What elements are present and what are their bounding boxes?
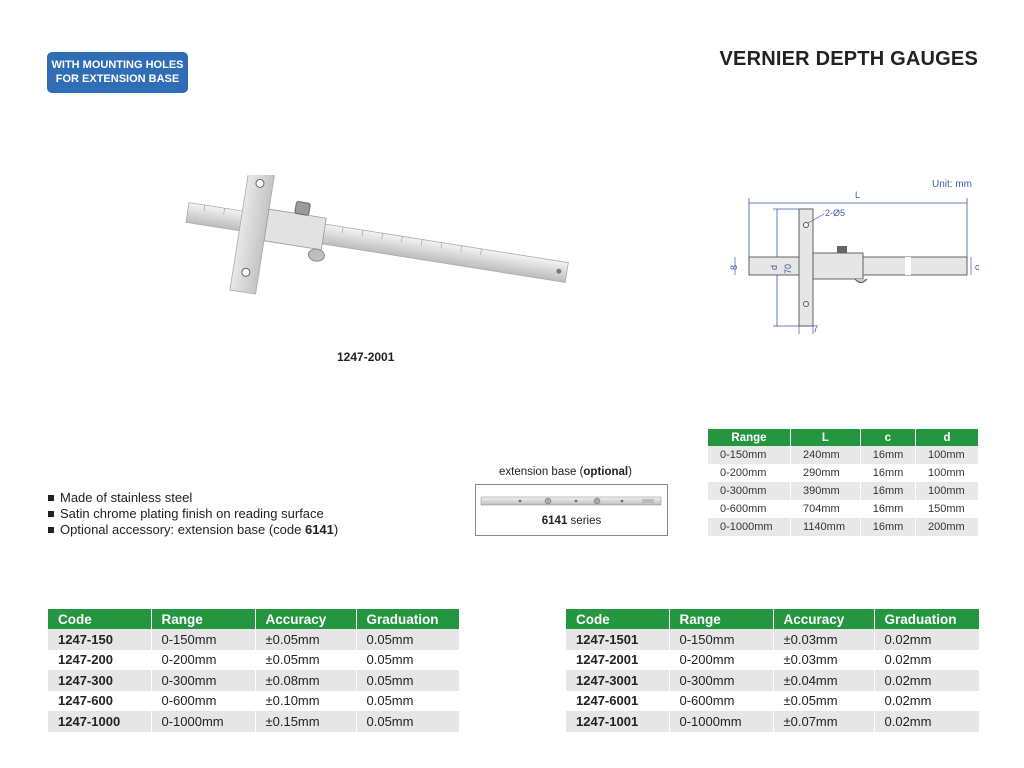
dim-cell: 100mm [915,464,978,482]
spec-cell-code: 1247-600 [48,691,151,712]
spec-header-code: Code [48,609,151,629]
spec-table-005 [48,609,460,732]
extension-label-optional: optional [583,466,629,478]
extension-base-image [476,485,667,515]
spec-cell: 0.02mm [874,691,980,712]
dim-cell: 200mm [915,518,978,536]
spec-cell: 0.02mm [874,711,980,732]
spec-cell: ±0.10mm [255,691,356,712]
diagram-label-L: L [855,190,861,200]
feature-item: Satin chrome plating finish on reading surface [48,506,338,522]
spec-cell-code: 1247-3001 [566,670,669,691]
spec-cell: ±0.03mm [773,650,874,671]
feature-item [48,522,338,538]
dim-cell: 16mm [860,464,915,482]
extension-label-suffix: ) [628,466,632,478]
dim-cell: 390mm [791,482,861,500]
dim-header-L: L [791,429,861,446]
spec-cell: ±0.05mm [255,629,356,650]
extension-base-label [499,466,632,478]
dim-cell: 0-600mm [708,500,791,518]
feature-item: Made of stainless steel [48,490,338,506]
spec-cell-code: 1247-6001 [566,691,669,712]
spec-cell: 0-150mm [151,629,255,650]
dim-cell: 16mm [860,482,915,500]
spec-cell-code: 1247-1000 [48,711,151,732]
dim-cell: 0-1000mm [708,518,791,536]
dim-cell: 100mm [915,482,978,500]
table-row [48,670,460,691]
spec-cell-code: 1247-300 [48,670,151,691]
spec-cell: ±0.05mm [255,650,356,671]
spec-cell: ±0.08mm [255,670,356,691]
table-row [566,670,980,691]
diagram-label-8: 8 [729,264,739,270]
extension-caption-code: 6141 [541,515,568,527]
dim-cell: 290mm [791,464,861,482]
dim-cell: 16mm [860,518,915,536]
table-row [708,446,979,464]
spec-cell: 0-1000mm [151,711,255,732]
feature-item-suffix: ) [333,522,339,537]
table-row [708,500,979,518]
dim-header-range: Range [708,429,791,446]
spec-cell: ±0.04mm [773,670,874,691]
spec-cell: ±0.15mm [255,711,356,732]
spec-cell: 0-600mm [669,691,773,712]
extension-label-text: extension base ( [499,466,584,478]
spec-cell: 0.05mm [356,650,460,671]
diagram-label-70: 70 [783,263,793,274]
dimension-diagram [727,176,982,336]
spec-cell: ±0.05mm [773,691,874,712]
spec-cell: 0-150mm [669,629,773,650]
table-row [48,650,460,671]
spec-cell: 0.02mm [874,629,980,650]
table-row [48,691,460,712]
extension-base-box [475,484,668,536]
spec-header-range: Range [669,609,773,629]
spec-cell: 0.05mm [356,711,460,732]
dim-header-c: c [860,429,915,446]
table-row [708,482,979,500]
spec-cell: ±0.03mm [773,629,874,650]
depth-gauge-product-image [180,175,575,325]
spec-table-002 [566,609,980,732]
spec-cell-code: 1247-150 [48,629,151,650]
spec-cell: 0.05mm [356,670,460,691]
spec-cell: 0-300mm [151,670,255,691]
feature-badge [47,52,188,93]
spec-cell: 0-1000mm [669,711,773,732]
table-row [708,518,979,536]
spec-cell: 0.02mm [874,650,980,671]
dim-cell: 1140mm [791,518,861,536]
badge-line-2: FOR EXTENSION BASE [55,73,180,85]
table-row [48,629,460,650]
table-row [566,629,980,650]
table-row [566,691,980,712]
extension-base-caption [476,515,667,527]
spec-cell: 0.05mm [356,629,460,650]
table-row [566,650,980,671]
spec-cell: 0.02mm [874,670,980,691]
table-row [566,711,980,732]
diagram-label-7: 7 [813,324,819,334]
dim-cell: 16mm [860,446,915,464]
dim-cell: 704mm [791,500,861,518]
dim-cell: 16mm [860,500,915,518]
spec-cell: 0.05mm [356,691,460,712]
spec-cell: 0-600mm [151,691,255,712]
dim-cell: 0-150mm [708,446,791,464]
spec-header-graduation: Graduation [356,609,460,629]
spec-cell-code: 1247-200 [48,650,151,671]
table-row [708,464,979,482]
dimension-table [708,429,979,536]
page-title: VERNIER DEPTH GAUGES [719,48,978,70]
dim-cell: 240mm [791,446,861,464]
spec-header-accuracy: Accuracy [255,609,356,629]
spec-cell-code: 1247-1501 [566,629,669,650]
spec-header-graduation: Graduation [874,609,980,629]
table-row [48,711,460,732]
diagram-label-c: c [975,262,980,272]
spec-cell-code: 1247-2001 [566,650,669,671]
feature-item-code: 6141 [304,522,334,537]
extension-caption-series: series [567,515,602,527]
dim-cell: 150mm [915,500,978,518]
diagram-label-holes: 2-Ø5 [825,208,846,218]
spec-header-code: Code [566,609,669,629]
unit-label: Unit: mm [932,179,972,190]
spec-cell: 0-200mm [151,650,255,671]
badge-line-1: WITH MOUNTING HOLES [51,59,184,71]
dim-cell: 0-200mm [708,464,791,482]
spec-cell: 0-300mm [669,670,773,691]
dim-header-d: d [915,429,978,446]
spec-cell-code: 1247-1001 [566,711,669,732]
feature-list [48,490,338,538]
spec-cell: 0-200mm [669,650,773,671]
dim-cell: 100mm [915,446,978,464]
feature-item-text: Optional accessory: extension base (code [60,522,305,537]
diagram-label-d: d [769,264,779,270]
dim-cell: 0-300mm [708,482,791,500]
product-caption: 1247-2001 [337,350,395,364]
spec-header-range: Range [151,609,255,629]
spec-cell: ±0.07mm [773,711,874,732]
spec-header-accuracy: Accuracy [773,609,874,629]
